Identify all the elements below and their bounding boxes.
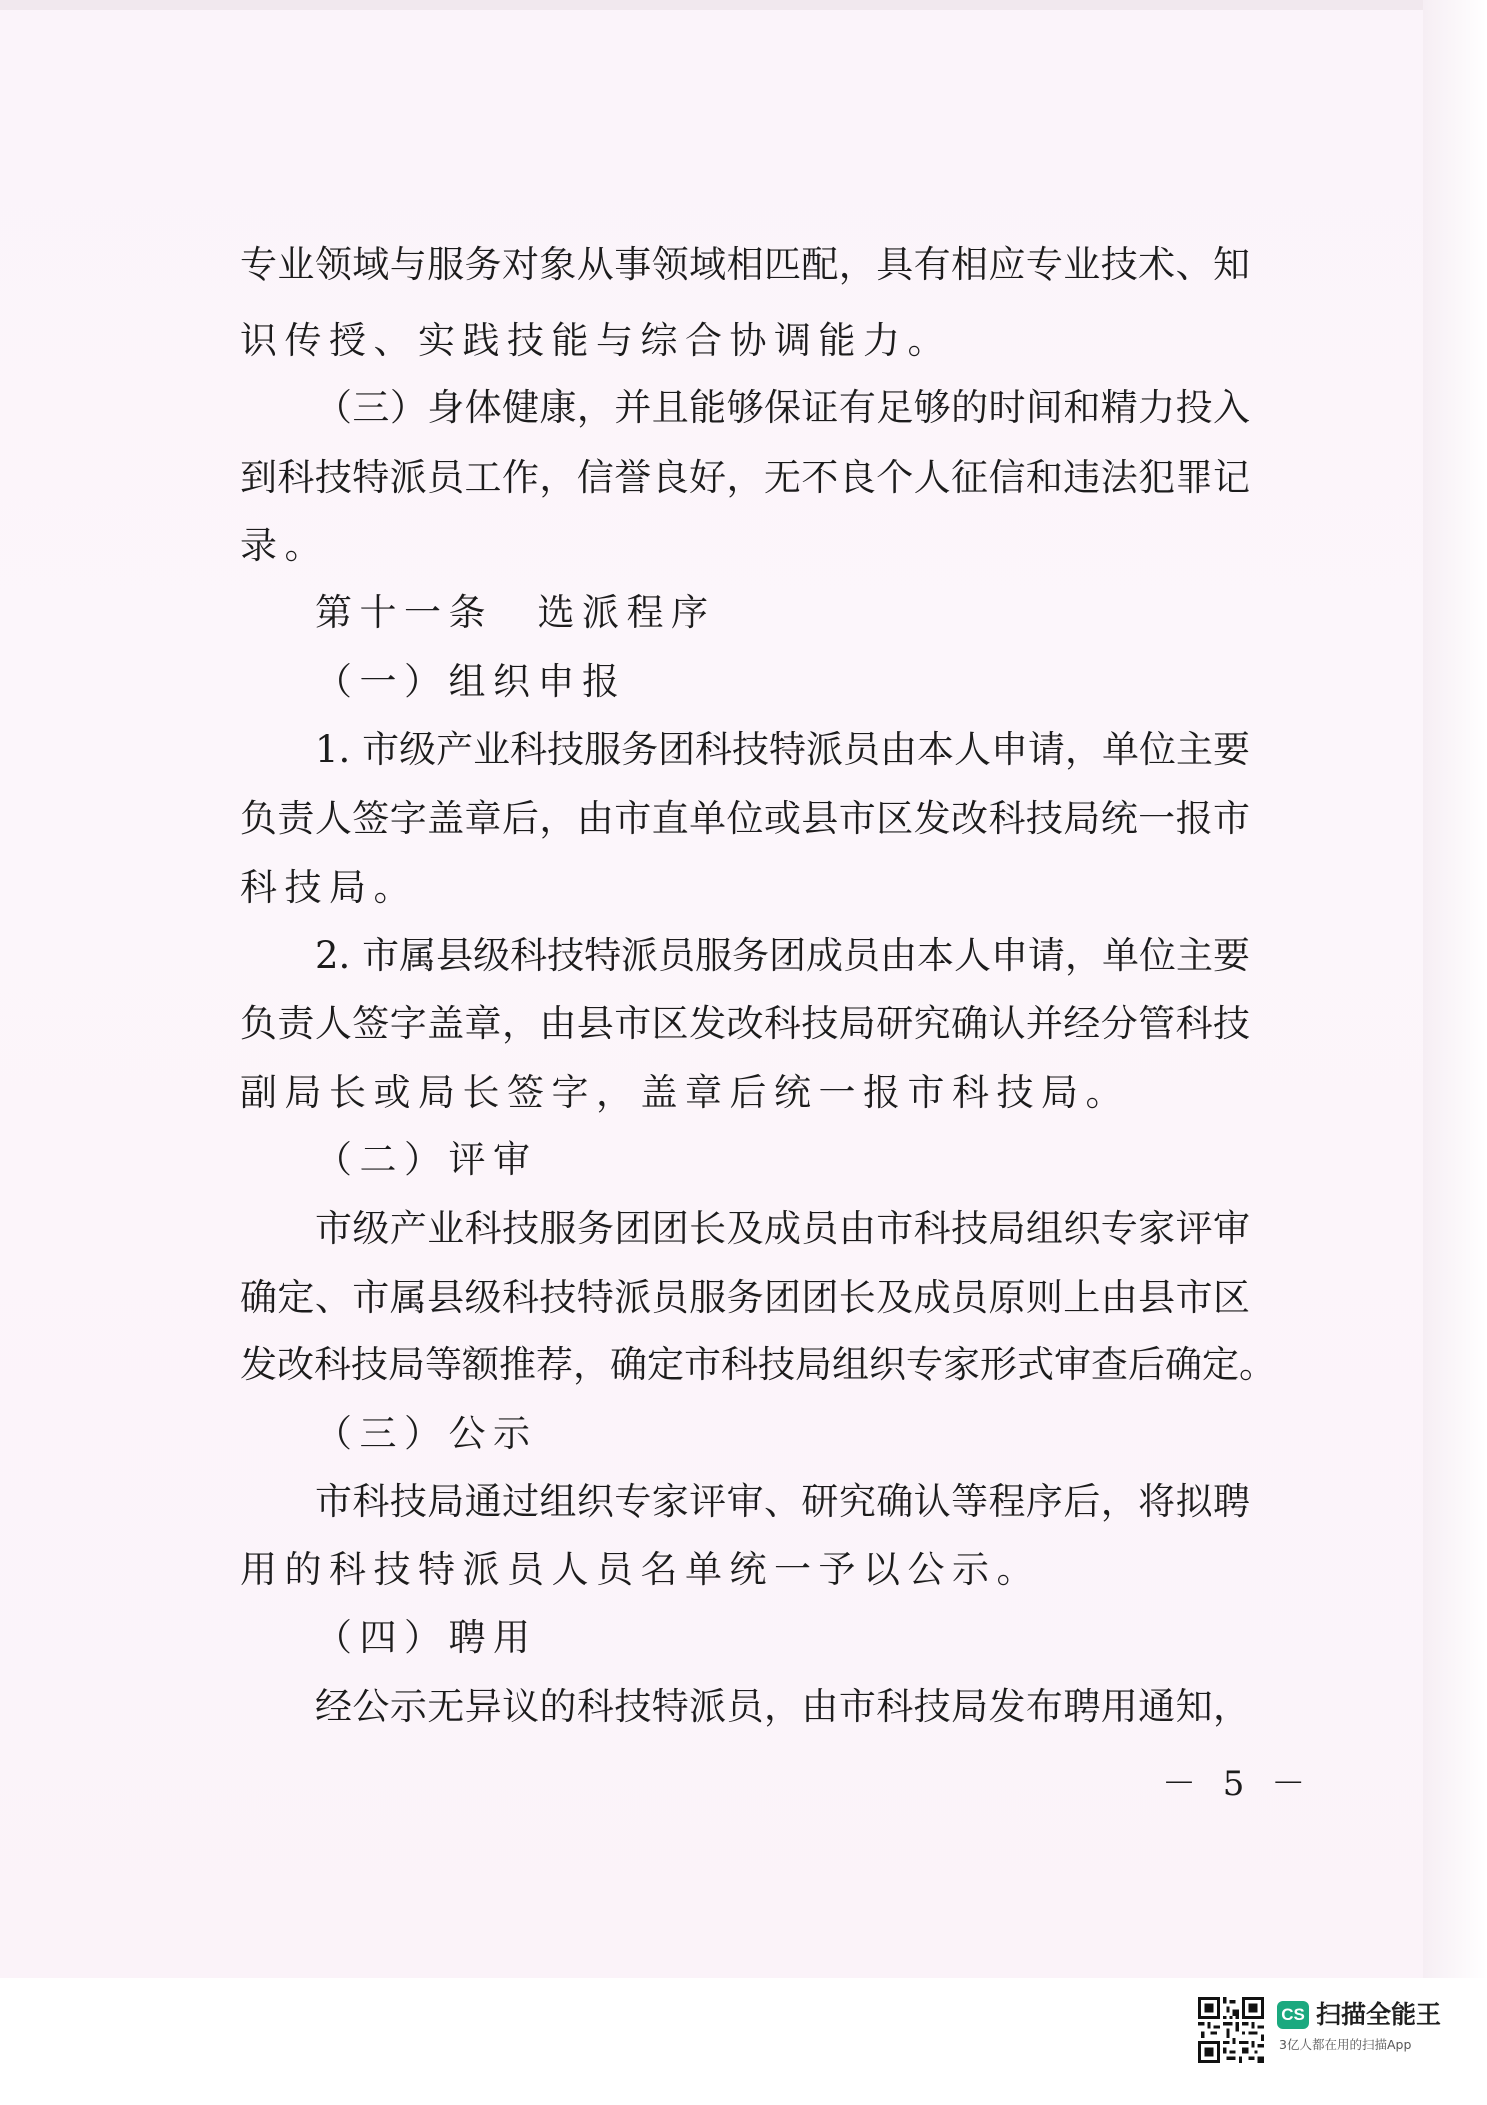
watermark-tagline: 3亿人都在用的扫描App	[1279, 2037, 1412, 2052]
section-heading: （一）组织申报	[315, 660, 627, 703]
text-line: 负责人签字盖章，由县市区发改科技局研究确认并经分管科技	[240, 1002, 1250, 1045]
text-line: 2. 市属县级科技特派员服务团成员由本人申请，单位主要	[315, 934, 1251, 977]
section-heading: （四）聘用	[315, 1616, 538, 1659]
text-line: 专业领域与服务对象从事领域相匹配，具有相应专业技术、知	[240, 243, 1250, 286]
text-line: 发改科技局等额推荐，确定市科技局组织专家形式审查后确定。	[240, 1343, 1276, 1386]
text-line: 负责人签字盖章后，由市直单位或县市区发改科技局统一报市	[240, 797, 1250, 840]
scan-right-margin	[1423, 0, 1487, 1978]
section-heading: （三）公示	[315, 1412, 538, 1455]
page-number: － 5 －	[1162, 1764, 1314, 1804]
text-line: 识传授、实践技能与综合协调能力。	[240, 319, 952, 362]
text-line: （三）身体健康，并且能够保证有足够的时间和精力投入	[315, 386, 1250, 429]
text-line: 录。	[240, 524, 329, 567]
text-line: 到科技特派员工作，信誉良好，无不良个人征信和违法犯罪记	[240, 456, 1250, 499]
watermark-app-name: 扫描全能王	[1316, 2000, 1442, 2029]
section-heading: （二）评审	[315, 1138, 538, 1181]
text-line: 用的科技特派员人员名单统一予以公示。	[240, 1548, 1041, 1591]
qr-code-icon	[1198, 1997, 1264, 2063]
text-line: 市科技局通过组织专家评审、研究确认等程序后，将拟聘	[315, 1480, 1250, 1523]
text-line: 1. 市级产业科技服务团科技特派员由本人申请，单位主要	[315, 728, 1251, 771]
text-line: 市级产业科技服务团团长及成员由市科技局组织专家评审	[315, 1207, 1250, 1250]
text-line: 确定、市属县级科技特派员服务团团长及成员原则上由县市区	[240, 1276, 1250, 1319]
text-line: 副局长或局长签字，盖章后统一报市科技局。	[240, 1071, 1130, 1114]
text-line: 经公示无异议的科技特派员，由市科技局发布聘用通知，	[315, 1685, 1250, 1728]
article-heading: 第十一条 选派程序	[315, 591, 716, 634]
camscanner-logo-icon: CS	[1277, 2001, 1309, 2029]
scan-top-edge	[0, 0, 1423, 10]
text-line: 科技局。	[240, 866, 418, 909]
